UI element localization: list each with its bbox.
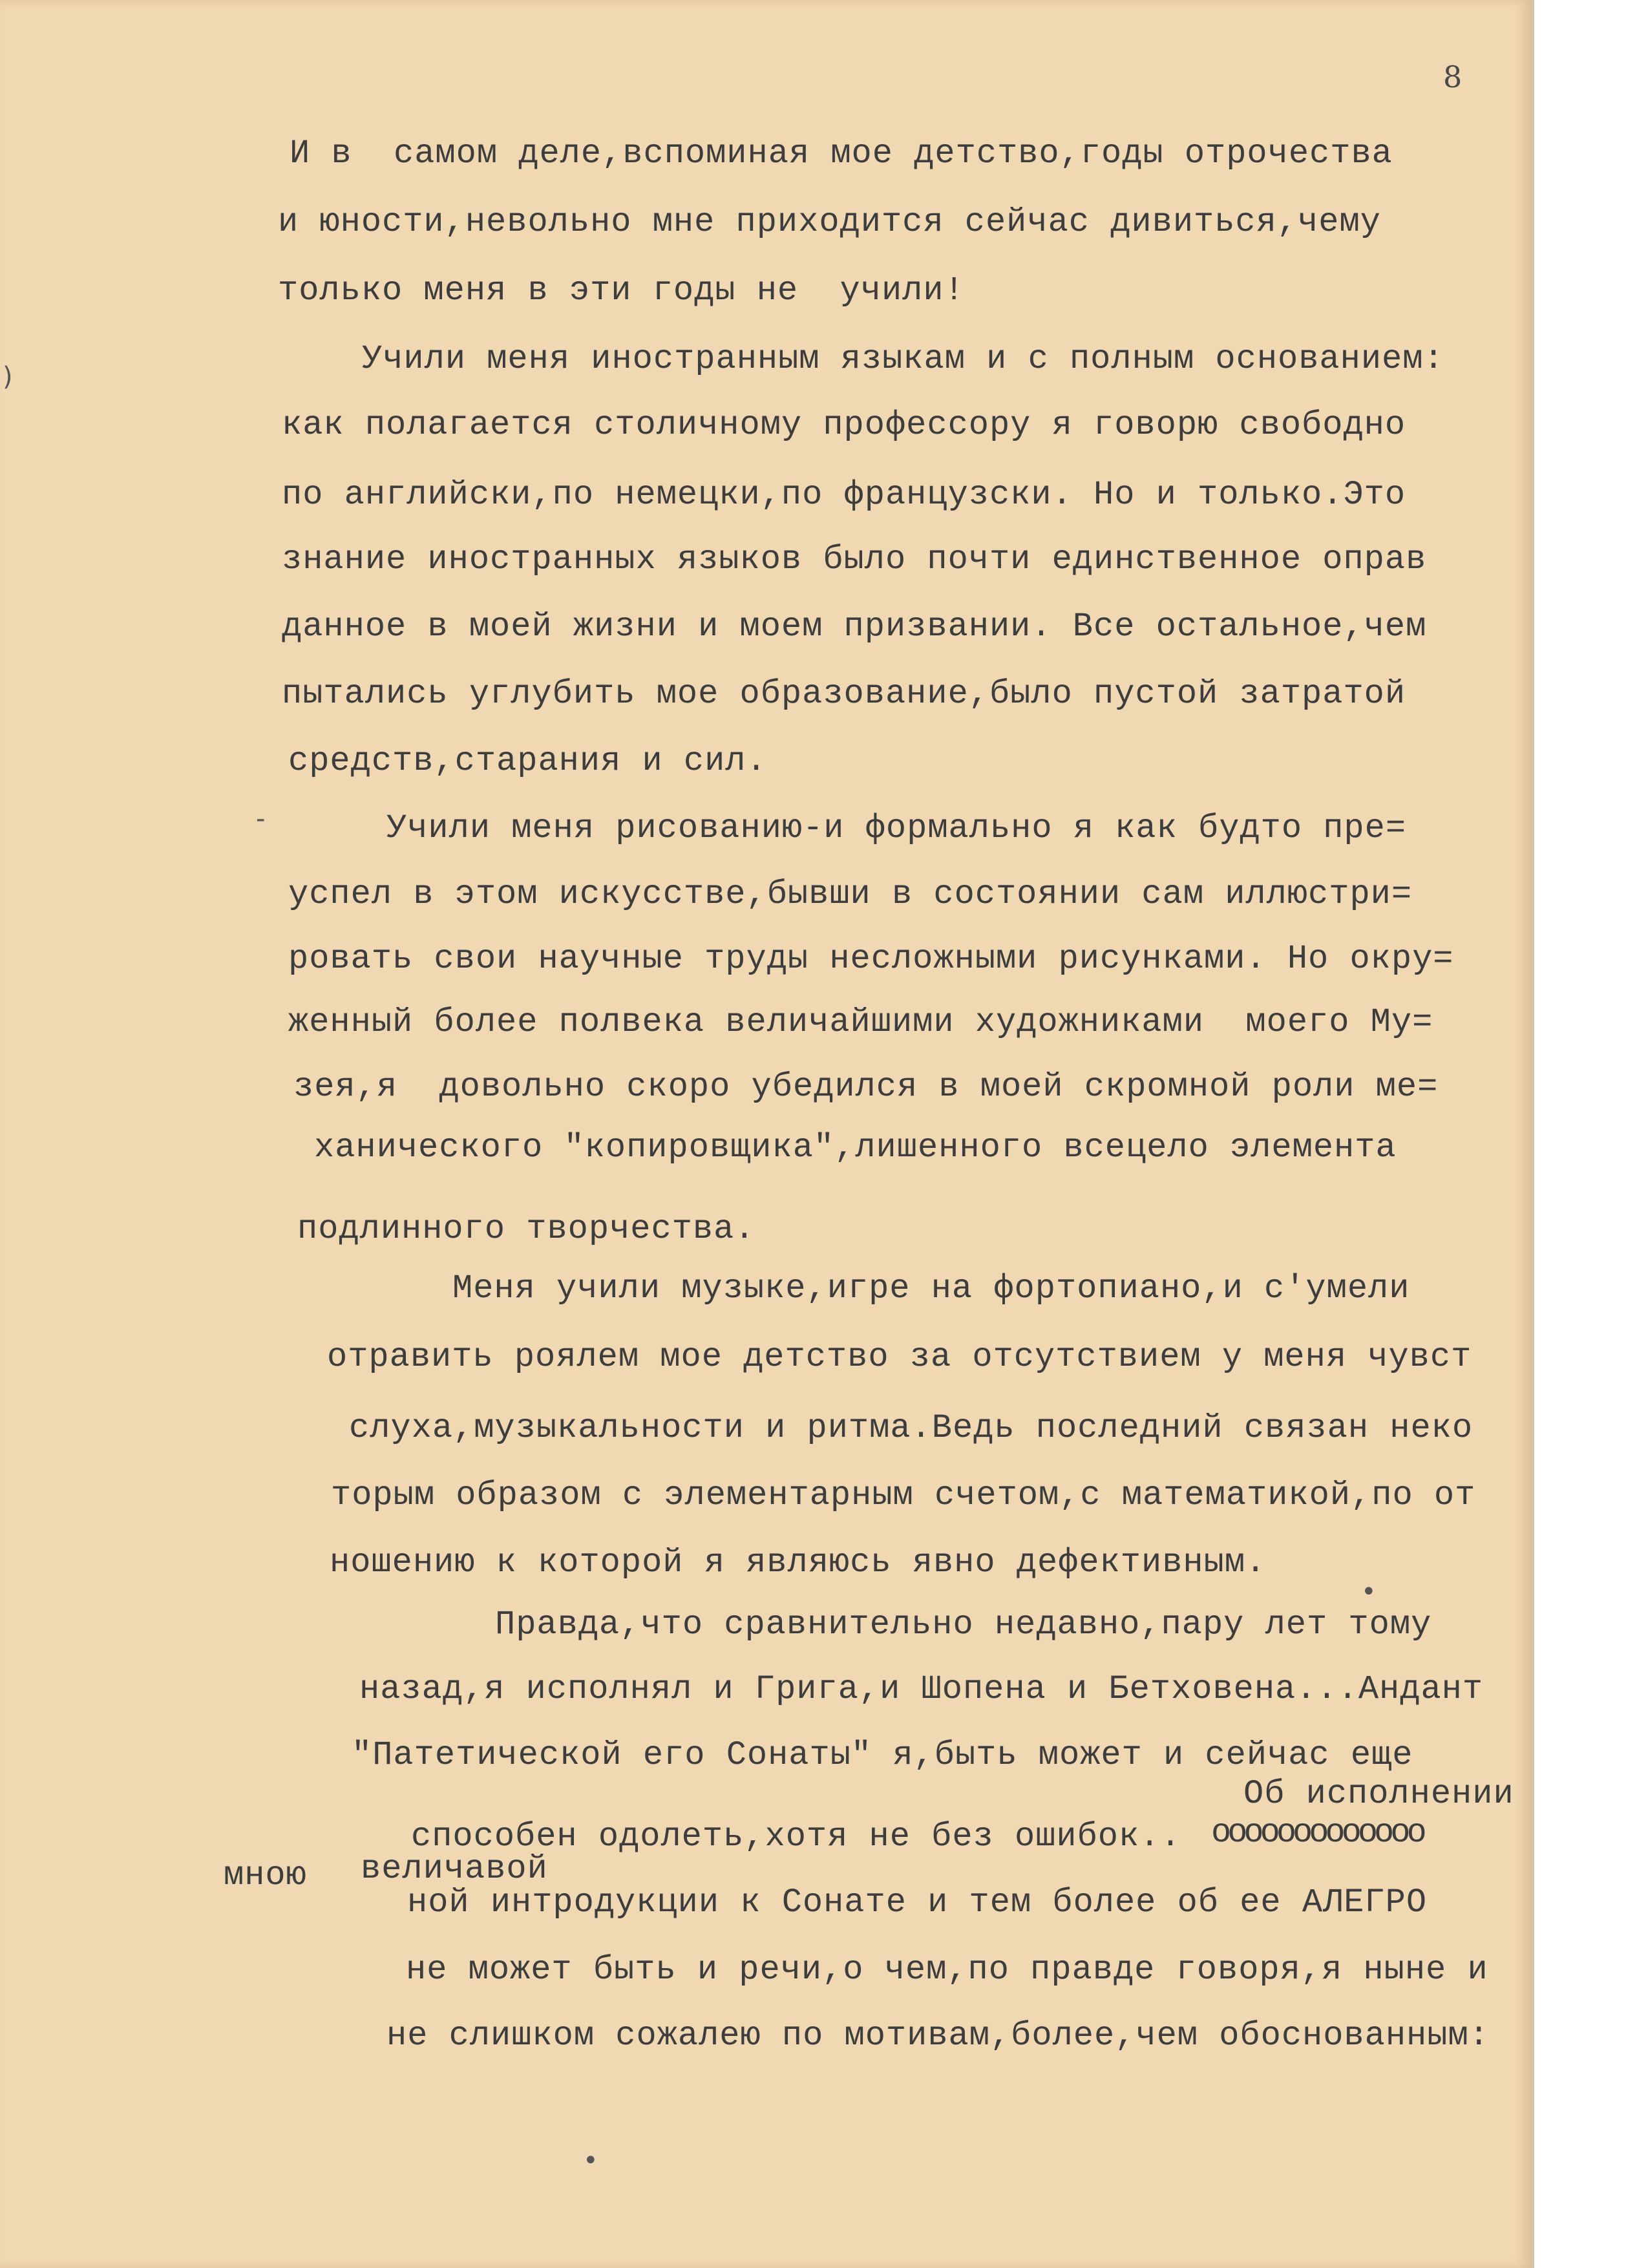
text-line-2: и юности,невольно мне приходится сейчас дивиться,чему	[278, 203, 1381, 241]
text-line-29: не слишком сожалею по мотивам,более,чем обоснованным:	[386, 2017, 1490, 2055]
page-number: 8	[1443, 59, 1463, 94]
text-line-25: "Патетической его Сонаты" я,быть может и сейчас еще	[352, 1736, 1413, 1774]
text-line-6: по английски,по немецки,по французски. Но и только.Это	[282, 476, 1406, 514]
text-line-4: Учили меня иностранным языкам и с полным основанием:	[362, 340, 1444, 378]
insertion-above-line: Об исполнении	[1243, 1775, 1514, 1813]
text-line-11: Учили меня рисованию-и формально я как будто пре=	[386, 809, 1407, 847]
text-line-28: не может быть и речи,о чем,по правде говоря,я ныне и	[406, 1951, 1488, 1989]
margin-bracket-mark: )	[3, 362, 13, 392]
margin-dash-mark: -	[256, 804, 266, 834]
text-line-3: только меня в эти годы не учили!	[278, 271, 965, 310]
page-edge	[1530, 0, 1534, 2268]
text-line-12: успел в этом искусстве,бывши в состоянии сам иллюстри=	[288, 875, 1413, 913]
text-line-15: зея,я довольно скоро убедился в моей скромной роли ме=	[293, 1068, 1439, 1106]
insertion-velichavoi: величавой	[361, 1850, 548, 1888]
text-line-10: средств,старания и сил.	[288, 742, 767, 780]
text-line-23: Правда,что сравнительно недавно,пару лет тому	[495, 1606, 1432, 1644]
text-line-27: ной интродукции к Сонате и тем более об ее АЛЕГРО	[407, 1883, 1428, 1922]
overstruck-text: ооооооооооооо	[1211, 1814, 1423, 1852]
text-line-19: отравить роялем мое детство за отсутствием у меня чувст	[327, 1338, 1472, 1376]
text-line-16: ханического "копировщика",лишенного всецело элемента	[314, 1129, 1397, 1167]
text-line-1: И в самом деле,вспоминая мое детство,годы отрочества	[290, 134, 1393, 173]
margin-word-mnoyu: мною	[224, 1856, 307, 1894]
text-line-14: женный более полвека величайшими художниками моего Му=	[288, 1003, 1433, 1041]
margin-dot-mark: •	[583, 2146, 598, 2176]
text-line-26: способен одолеть,хотя не без ошибок..	[411, 1818, 1181, 1856]
margin-dot-mark: •	[1361, 1577, 1377, 1607]
text-line-22: ношению к которой я являюсь явно дефективным.	[330, 1543, 1267, 1582]
text-line-18: Меня учили музыке,игре на фортопиано,и с'умели	[452, 1269, 1410, 1308]
text-line-24: назад,я исполнял и Грига,и Шопена и Бетховена...Андант	[359, 1670, 1484, 1708]
text-line-8: данное в моей жизни и моем призвании. Все остальное,чем	[282, 608, 1427, 646]
text-line-17: подлинного творчества.	[297, 1210, 755, 1248]
text-line-20: слуха,музыкальности и ритма.Ведь последний связан неко	[349, 1409, 1474, 1447]
text-line-7: знание иностранных языков было почти единственное оправ	[282, 540, 1427, 578]
text-line-13: ровать свои научные труды несложными рисунками. Но окру=	[288, 940, 1454, 978]
text-line-5: как полагается столичному профессору я говорю свободно	[282, 406, 1406, 444]
text-line-21: торым образом с элементарным счетом,с математикой,по от	[331, 1476, 1476, 1514]
text-line-9: пытались углубить мое образование,было пустой затратой	[282, 675, 1406, 713]
